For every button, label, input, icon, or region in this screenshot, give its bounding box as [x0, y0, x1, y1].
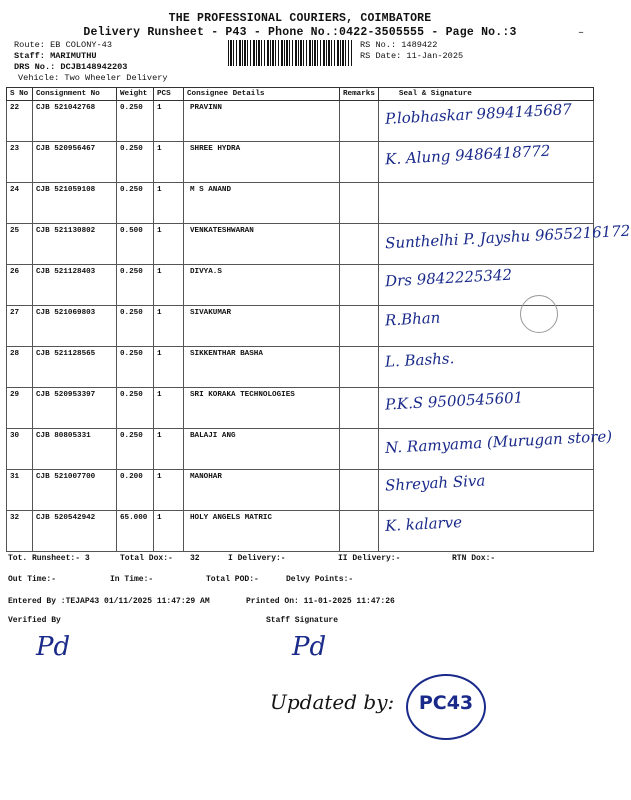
weight-cell [117, 429, 154, 470]
out-time: Out Time:- [8, 575, 57, 584]
weight-cell [117, 224, 154, 265]
handwritten-signature: K. Alung 9486418772 [384, 141, 551, 169]
consignee-cell [184, 265, 340, 306]
pcs-cell-text: 1 [157, 186, 162, 194]
consignment-cell [33, 429, 117, 470]
staff-signature: Pd [292, 632, 327, 662]
handwritten-signature: Sunthelhi P. Jayshu 9655216172 [384, 221, 631, 253]
sno-cell [7, 388, 33, 429]
barcode [228, 40, 352, 66]
weight-cell [117, 101, 154, 142]
signature-cell [378, 347, 593, 388]
consignment-cell [33, 388, 117, 429]
weight-cell-text: 0.250 [120, 350, 143, 358]
sno-cell [7, 142, 33, 183]
consignee-cell-text: DIVYA.S [190, 268, 222, 276]
pcs-cell-text: 1 [157, 227, 162, 235]
handwritten-signature: N. Ramyama (Murugan store) [384, 427, 613, 457]
sno-cell [7, 429, 33, 470]
i-delivery: I Delivery:- [228, 554, 286, 563]
sno-cell [7, 347, 33, 388]
table-row [7, 347, 594, 388]
remarks-cell [340, 429, 379, 470]
remarks-cell [340, 511, 379, 552]
consignment-cell [33, 470, 117, 511]
pcs-cell-text: 1 [157, 145, 162, 153]
signature-cell [378, 388, 593, 429]
weight-cell [117, 142, 154, 183]
route-label: Route: EB COLONY-43 [14, 40, 112, 50]
consignment-cell [33, 101, 117, 142]
consignee-cell [184, 470, 340, 511]
consignee-cell [184, 429, 340, 470]
table-row [7, 511, 594, 552]
in-time: In Time:- [110, 575, 154, 584]
signature-cell [378, 511, 593, 552]
signature-cell [378, 183, 593, 224]
consignment-cell [33, 511, 117, 552]
weight-cell [117, 306, 154, 347]
consignee-cell [184, 224, 340, 265]
remarks-cell [340, 101, 379, 142]
verified-by-label: Verified By [8, 616, 61, 625]
consignment-cell-text: CJB 520542942 [36, 514, 96, 522]
remarks-cell [340, 142, 379, 183]
rs-no: RS No.: 1489422 [360, 40, 438, 50]
sno-cell [7, 183, 33, 224]
consignee-cell-text: VENKATESHWARAN [190, 227, 254, 235]
consignment-cell [33, 265, 117, 306]
col-header: Seal & Signature [378, 88, 593, 101]
pcs-cell [154, 470, 184, 511]
sno-cell-text: 30 [10, 432, 20, 440]
consignment-cell-text: CJB 521128565 [36, 350, 96, 358]
consignment-cell [33, 224, 117, 265]
handwritten-signature: Drs 9842225342 [384, 265, 513, 291]
consignee-cell [184, 101, 340, 142]
signature-cell [378, 427, 613, 470]
updated-by-label: Updated by: [270, 690, 395, 714]
remarks-cell [340, 306, 379, 347]
consignment-cell-text: CJB 521128403 [36, 268, 96, 276]
col-header: S No [7, 88, 33, 101]
handwritten-signature: L. Bashs. [384, 349, 455, 371]
consignee-cell [184, 183, 340, 224]
signature-cell [378, 265, 593, 306]
pcs-cell-text: 1 [157, 104, 162, 112]
pcs-cell [154, 265, 184, 306]
sno-cell-text: 32 [10, 514, 20, 522]
entered-by: Entered By :TEJAP43 01/11/2025 11:47:29 AM [8, 597, 210, 606]
remarks-cell [340, 224, 379, 265]
consignment-cell [33, 306, 117, 347]
col-header: Consignment No [33, 88, 117, 101]
weight-cell-text: 0.250 [120, 104, 143, 112]
consignment-cell-text: CJB 521059108 [36, 186, 96, 194]
delvy-points: Delvy Points:- [286, 575, 354, 584]
printed-on: Printed On: 11-01-2025 11:47:26 [246, 597, 395, 606]
pcs-cell-text: 1 [157, 514, 162, 522]
weight-cell-text: 0.250 [120, 268, 143, 276]
signature-cell [378, 221, 631, 265]
table-row [7, 306, 594, 347]
handwritten-signature: Shreyah Siva [384, 471, 486, 495]
delivery-table [6, 87, 631, 552]
sno-cell-text: 25 [10, 227, 20, 235]
sno-cell-text: 31 [10, 473, 20, 481]
rs-date: RS Date: 11-Jan-2025 [360, 51, 464, 61]
staff-signature-label: Staff Signature [266, 616, 339, 625]
weight-cell-text: 0.250 [120, 145, 143, 153]
sno-cell [7, 470, 33, 511]
weight-cell [117, 388, 154, 429]
tot-runsheet: Tot. Runsheet:- 3 [8, 554, 90, 563]
col-header: Remarks [340, 88, 379, 101]
signature-cell [378, 306, 593, 347]
pcs-cell [154, 224, 184, 265]
pcs-cell [154, 142, 184, 183]
weight-cell-text: 0.250 [120, 391, 143, 399]
consignment-cell-text: CJB 520956467 [36, 145, 96, 153]
sno-cell [7, 224, 33, 265]
weight-cell [117, 183, 154, 224]
weight-cell-text: 0.500 [120, 227, 143, 235]
sno-cell-text: 26 [10, 268, 20, 276]
remarks-cell [340, 347, 379, 388]
signature-cell [378, 470, 593, 511]
verified-signature: Pd [36, 632, 71, 662]
stamp-text: PC43 [418, 692, 474, 714]
consignee-cell-text: SHREE HYDRA [190, 145, 241, 153]
consignment-cell [33, 347, 117, 388]
weight-cell-text: 65.000 [120, 514, 148, 522]
consignee-cell [184, 388, 340, 429]
sno-cell-text: 28 [10, 350, 20, 358]
consignment-cell [33, 142, 117, 183]
pc43-stamp [406, 674, 486, 740]
table-row [7, 429, 594, 470]
handwritten-signature: P.K.S 9500545601 [384, 388, 524, 414]
consignee-cell-text: M S ANAND [190, 186, 232, 194]
table-row [7, 388, 594, 429]
table-row [7, 183, 594, 224]
pcs-cell-text: 1 [157, 391, 162, 399]
sno-cell [7, 265, 33, 306]
pcs-cell-text: 1 [157, 268, 162, 276]
pcs-cell [154, 347, 184, 388]
weight-cell-text: 0.200 [120, 473, 143, 481]
table-row [7, 101, 594, 142]
remarks-cell [340, 265, 379, 306]
weight-cell-text: 0.250 [120, 432, 143, 440]
pcs-cell [154, 306, 184, 347]
total-pod: Total POD:- [206, 575, 259, 584]
runsheet-title: Delivery Runsheet - P43 - Phone No.:0422-3505555 - Page No.:3 [83, 26, 517, 39]
consignee-cell-text: PRAVINN [190, 104, 222, 112]
pcs-cell [154, 183, 184, 224]
table-header-row [7, 88, 594, 101]
sno-cell-text: 24 [10, 186, 20, 194]
round-stamp [520, 295, 558, 333]
weight-cell [117, 265, 154, 306]
remarks-cell [340, 388, 379, 429]
dash-mark: – [578, 28, 585, 39]
pcs-cell-text: 1 [157, 473, 162, 481]
remarks-cell [340, 183, 379, 224]
sno-cell-text: 23 [10, 145, 20, 153]
table-row [7, 224, 594, 265]
consignment-cell-text: CJB 521069803 [36, 309, 96, 317]
consignee-cell-text: SIVAKUMAR [190, 309, 232, 317]
sno-cell-text: 29 [10, 391, 20, 399]
sno-cell [7, 511, 33, 552]
sno-cell-text: 27 [10, 309, 20, 317]
col-header: Consignee Details [184, 88, 340, 101]
table-row [7, 142, 594, 183]
consignee-cell [184, 347, 340, 388]
drs-label: DRS No.: DCJB148942203 [14, 62, 128, 72]
table-row [7, 265, 594, 306]
ii-delivery: II Delivery:- [338, 554, 401, 563]
pcs-cell-text: 1 [157, 350, 162, 358]
consignment-cell [33, 183, 117, 224]
col-header: PCS [154, 88, 184, 101]
pcs-cell-text: 1 [157, 432, 162, 440]
consignee-cell-text: HOLY ANGELS MATRIC [190, 514, 273, 522]
pcs-cell [154, 511, 184, 552]
consignee-cell-text: MANOHAR [190, 473, 222, 481]
consignee-cell [184, 511, 340, 552]
weight-cell [117, 470, 154, 511]
weight-cell [117, 511, 154, 552]
pcs-cell-text: 1 [157, 309, 162, 317]
signature-cell [378, 142, 593, 183]
consignment-cell-text: CJB 520953397 [36, 391, 96, 399]
handwritten-signature: K. kalarve [384, 512, 463, 536]
sno-cell-text: 22 [10, 104, 20, 112]
pcs-cell [154, 388, 184, 429]
weight-cell [117, 347, 154, 388]
handwritten-signature: P.lobhaskar 9894145687 [384, 100, 573, 128]
sno-cell [7, 306, 33, 347]
total-dox-value: 32 [190, 554, 200, 563]
total-dox-label: Total Dox:- [120, 554, 173, 563]
pcs-cell [154, 429, 184, 470]
consignee-cell [184, 306, 340, 347]
vehicle-label: Vehicle: Two Wheeler Delivery [18, 73, 168, 83]
consignment-cell-text: CJB 521042768 [36, 104, 96, 112]
consignment-cell-text: CJB 521007700 [36, 473, 96, 481]
consignee-cell-text: SIKKENTHAR BASHA [190, 350, 263, 358]
handwritten-signature: R.Bhan [384, 308, 441, 330]
consignee-cell-text: SRI KORAKA TECHNOLOGIES [190, 391, 295, 399]
consignee-cell-text: BALAJI ANG [190, 432, 236, 440]
sno-cell [7, 101, 33, 142]
rtn-dox: RTN Dox:- [452, 554, 496, 563]
signature-cell [378, 101, 593, 142]
weight-cell-text: 0.250 [120, 186, 143, 194]
consignment-cell-text: CJB 80805331 [36, 432, 91, 440]
company-title: THE PROFESSIONAL COURIERS, COIMBATORE [168, 12, 432, 25]
table-row [7, 470, 594, 511]
consignment-cell-text: CJB 521130802 [36, 227, 96, 235]
staff-label: Staff: MARIMUTHU [14, 51, 97, 61]
weight-cell-text: 0.250 [120, 309, 143, 317]
remarks-cell [340, 470, 379, 511]
pcs-cell [154, 101, 184, 142]
col-header: Weight [117, 88, 154, 101]
consignee-cell [184, 142, 340, 183]
